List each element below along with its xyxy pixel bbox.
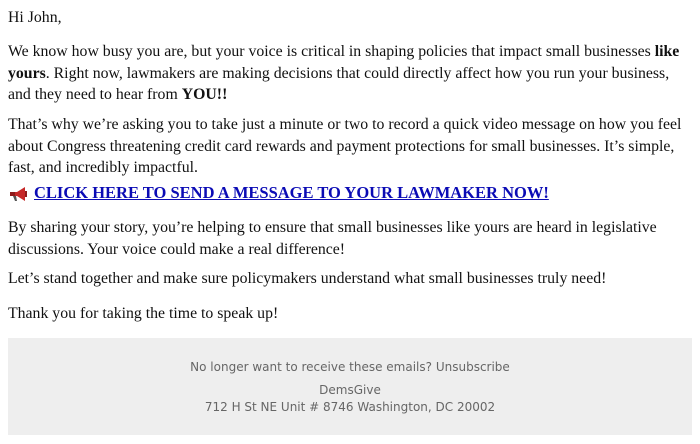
email-footer [8,338,692,435]
unsubscribe-link[interactable]: Unsubscribe [435,360,510,374]
cta-row [8,182,549,204]
megaphone-icon [8,185,28,203]
unsubscribe-line [8,360,692,374]
thanks-paragraph: Thank you for taking the time to speak up! [8,305,279,322]
intro-text-a: We know how busy you are, but your voice is critical in shaping policies that impact small businesses [8,43,655,60]
sender-organization: DemsGive [319,383,381,397]
unsubscribe-prompt: No longer want to receive these emails? [190,360,436,374]
intro-text-b: . Right now, lawmakers are making decisions that could directly affect how you run your business, and they need to hear from [8,64,670,103]
greeting-line: Hi John, [8,9,62,26]
together-paragraph: Let’s stand together and make sure policymakers understand what small businesses truly need! [8,270,607,287]
sender-address: 712 H St NE Unit # 8746 Washington, DC 20002 [204,400,496,414]
intro-bold-you: YOU!! [181,86,228,103]
intro-paragraph [8,41,692,106]
intro-bold-like-yours: like yours [8,43,680,82]
impact-paragraph: By sharing your story, you’re helping to ensure that small businesses like yours are heard in legislative discussions. Your voice could make a real difference! [8,219,657,258]
request-paragraph: That’s why we’re asking you to take just a minute or two to record a quick video message on how you feel about Congress threatening credit card rewards and payment protections for small businesses. It’s simple, fast, and incredibly impactful. [8,116,682,176]
send-message-link[interactable]: CLICK HERE TO SEND A MESSAGE TO YOUR LAWMAKER NOW! [34,183,549,202]
